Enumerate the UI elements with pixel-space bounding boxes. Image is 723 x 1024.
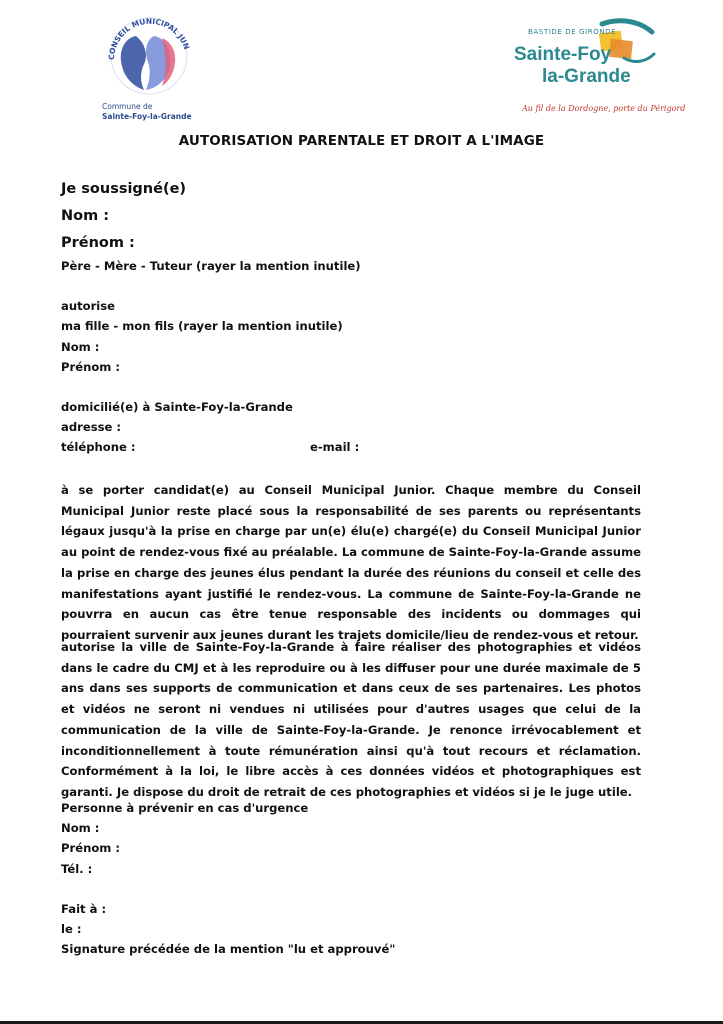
child-relation-label: ma fille - mon fils (rayer la mention inutile) [61, 319, 343, 333]
emergency-prenom-label: Prénom : [61, 841, 121, 855]
adresse-label: adresse : [61, 420, 122, 434]
town-name-line1: Sainte-Foy [514, 44, 612, 65]
svg-text:CONSEIL MUNICIPAL JUNIOR: CONSEIL MUNICIPAL JUN [106, 16, 192, 61]
child-nom-label: Nom : [61, 340, 100, 354]
emergency-heading: Personne à prévenir en cas d'urgence [61, 801, 309, 815]
fait-a-label: Fait à : [61, 902, 107, 916]
telephone-label: téléphone : [61, 440, 136, 454]
emergency-nom-label: Nom : [61, 821, 100, 835]
autorise-label: autorise [61, 299, 116, 313]
domicile-label: domicilié(e) à Sainte-Foy-la-Grande [61, 400, 293, 414]
town-logo [506, 18, 686, 118]
signature-mention-label: Signature précédée de la mention "lu et approuvé" [61, 942, 396, 956]
document-title: AUTORISATION PARENTALE ET DROIT A L'IMAGE [178, 133, 545, 149]
candidature-paragraph: à se porter candidat(e) au Conseil Municipal Junior. Chaque membre du Conseil Municipal Junior reste placé sous la responsabilité de ses parents ou représentants légaux jusqu'à la prise en charge par un(e) élu(e) chargé(e) du Conseil Municipal Junior au point de rendez-vous fixé au préalable. La commune de Sainte-Foy-la-Grande assume la prise en charge des jeunes élus pendant la durée des réunions du conseil et celle des manifestations ayant justifié le rendez-vous. La commune de Sainte-Foy-la-Grande ne pouvrra en aucun cas être tenue responsable des incidents ou dommages qui pourraient survenir aux jeunes durant les trajets domicile/lieu de rendez-vous et retour. [61, 483, 642, 642]
parent-soussigne-label: Je soussigné(e) [61, 181, 187, 197]
parent-role-label: Père - Mère - Tuteur (rayer la mention inutile) [61, 259, 361, 273]
town-bastide-label: BASTIDE DE GIRONDE [528, 28, 617, 36]
cmj-commune-line: Commune de [102, 102, 153, 111]
email-label: e-mail : [310, 440, 360, 454]
emergency-tel-label: Tél. : [61, 862, 93, 876]
date-label: le : [61, 922, 82, 936]
cmj-emblem-icon [96, 14, 206, 104]
town-name-line2: la-Grande [542, 66, 631, 87]
cmj-commune-name: Sainte-Foy-la-Grande [102, 112, 192, 121]
town-tagline: Au fil de la Dordogne, porte du Périgord [522, 104, 686, 113]
child-prenom-label: Prénom : [61, 360, 121, 374]
parent-prenom-label: Prénom : [61, 235, 135, 251]
image-rights-paragraph: autorise la ville de Sainte-Foy-la-Grande à faire réaliser des photographies et vidéos dans le cadre du CMJ et à les reproduire ou à les diffuser pour une durée maximale de 5 ans dans ses supports de communication et dans ceux de ses partenaires. Les photos et vidéos ne seront ni vendues ni utilisées pour d'autres usages que celui de la communication de la ville de Sainte-Foy-la-Grande. Je renonce irrévocablement et inconditionnellement à toute rémunération ainsi qu'à tout recours et réclamation. Conformément à la loi, le libre accès à ces données vidéos et photographiques est garanti. Je dispose du droit de retrait de ces photographies et vidéos si je le juge utile. [61, 640, 641, 799]
parent-nom-label: Nom : [61, 208, 110, 224]
cmj-logo [96, 14, 206, 124]
